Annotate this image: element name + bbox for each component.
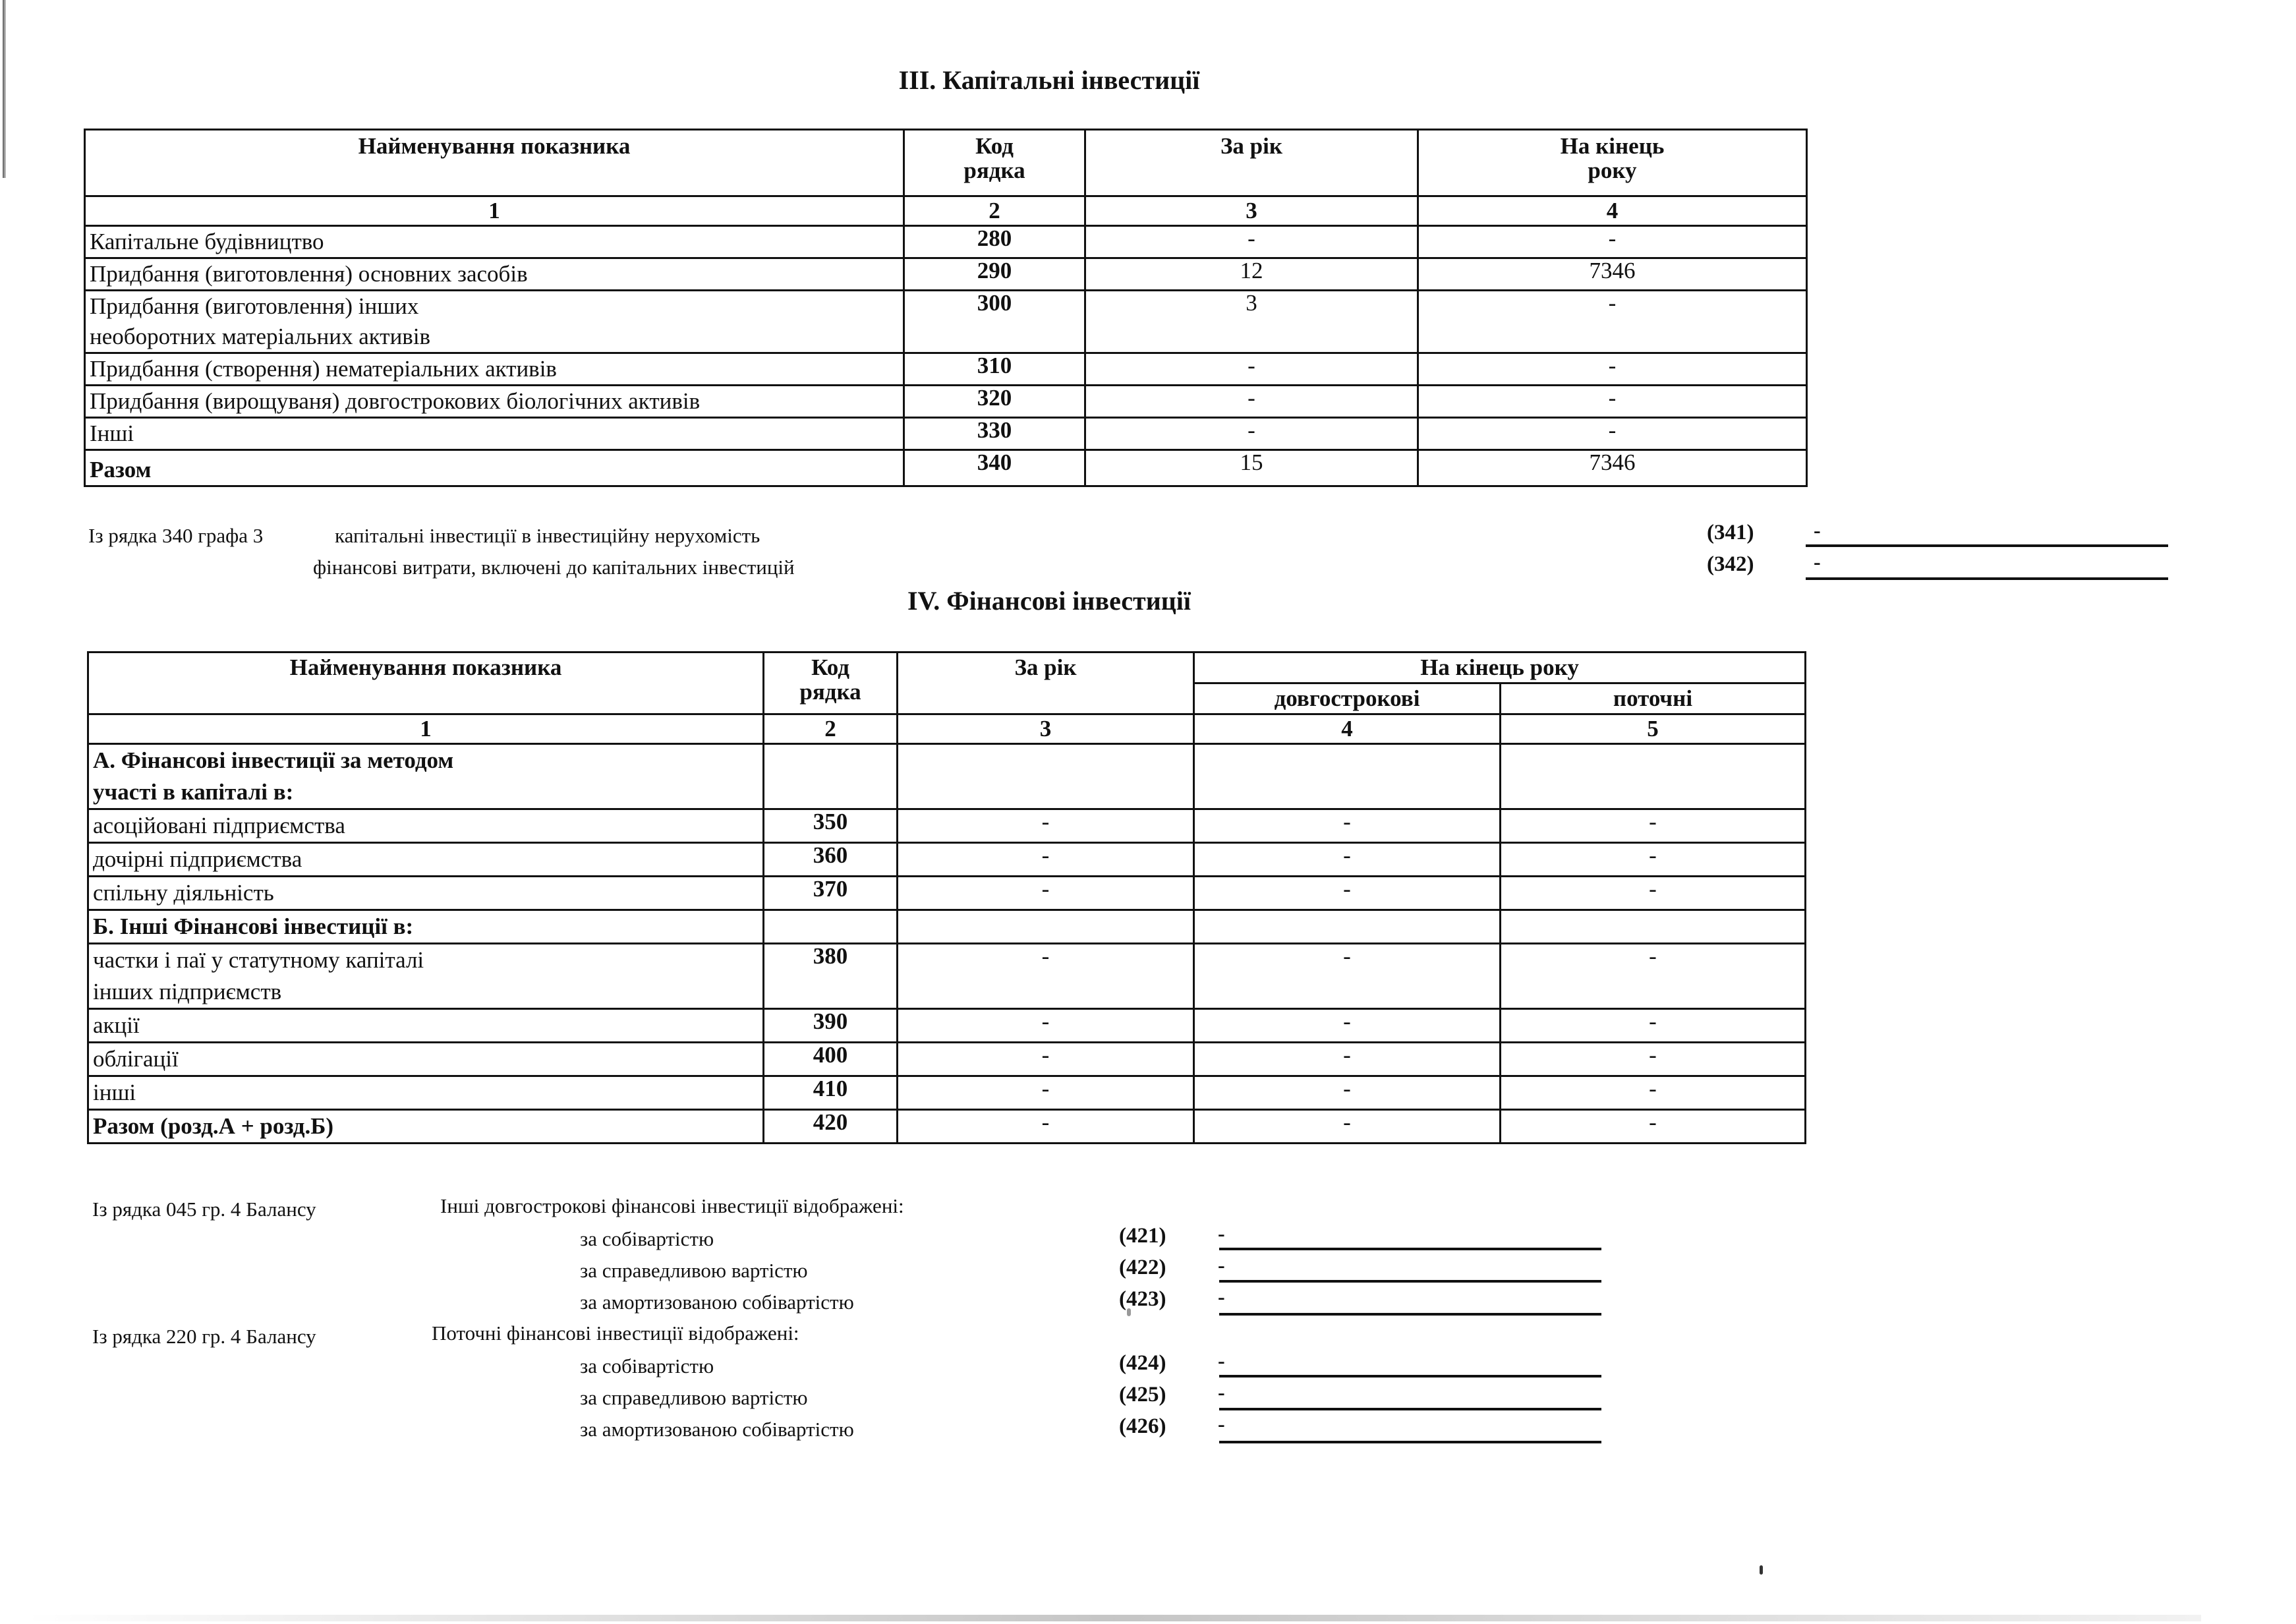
note-code: (425) (1119, 1383, 1166, 1406)
note-heading: Поточні фінансові інвестиції відображені: (432, 1321, 799, 1345)
row-code: 420 (764, 1110, 898, 1144)
table-header-row (85, 130, 1807, 196)
note-code: (426) (1119, 1414, 1166, 1438)
table-row (88, 1043, 1806, 1076)
note-code: (421) (1119, 1224, 1166, 1248)
note-value: - (1814, 550, 1821, 573)
note-value: - (1218, 1412, 1225, 1436)
row-code: 380 (764, 944, 898, 1009)
note-text: за собівартістю (580, 1354, 714, 1378)
note-fill-line (1219, 1375, 1601, 1378)
table-row (85, 258, 1807, 291)
note-fill-line (1219, 1441, 1601, 1443)
note-text: за справедливою вартістю (580, 1386, 808, 1409)
row-code: 300 (904, 291, 1085, 353)
column-number: 4 (1418, 196, 1807, 226)
row-name: Придбання (створення) нематеріальних активів (85, 353, 904, 386)
column-number: 4 (1194, 714, 1501, 744)
note-code: (422) (1119, 1256, 1166, 1279)
row-code: 350 (764, 809, 898, 843)
column-number: 2 (764, 714, 898, 744)
scan-bottom-smudge (26, 1615, 2201, 1621)
note-value: - (1218, 1348, 1225, 1372)
row-end-value: - (1418, 226, 1807, 258)
financial-investments-table (87, 651, 1806, 1144)
row-code: 390 (764, 1009, 898, 1043)
row-code (764, 910, 898, 944)
table-group-row (88, 744, 1806, 809)
note-fill-line (1806, 577, 2168, 580)
note-fill-line (1219, 1313, 1601, 1316)
row-year-value: - (1085, 353, 1418, 386)
row-code: 340 (904, 450, 1085, 486)
table-header-row (88, 652, 1806, 683)
table-row (85, 418, 1807, 450)
note-text: за амортизованою собівартістю (580, 1418, 854, 1441)
note-value: - (1814, 518, 1821, 542)
section-4-title: IV. Фінансові інвестиції (907, 586, 1191, 616)
row-long-term-value (1194, 910, 1501, 944)
row-name: частки і паї у статутному капіталі інших підприємств (88, 944, 764, 1009)
table-row (85, 226, 1807, 258)
row-year-value: - (898, 1076, 1194, 1110)
row-name: Капітальне будівництво (85, 226, 904, 258)
row-name: Придбання (виготовлення) інших необоротних матеріальних активів (85, 291, 904, 353)
note-text: за справедливою вартістю (580, 1259, 808, 1282)
row-name: Разом (85, 450, 904, 486)
column-number-row (88, 714, 1806, 744)
row-current-value: - (1501, 1043, 1806, 1076)
column-number-row (85, 196, 1807, 226)
row-end-value: - (1418, 418, 1807, 450)
note-text: за собівартістю (580, 1227, 714, 1250)
row-current-value: - (1501, 877, 1806, 910)
row-year-value: 12 (1085, 258, 1418, 291)
row-code: 310 (904, 353, 1085, 386)
row-year-value: - (898, 843, 1194, 877)
header-row-code: Код рядка (764, 652, 898, 714)
row-year-value: 15 (1085, 450, 1418, 486)
column-number: 2 (904, 196, 1085, 226)
note-fill-line (1219, 1408, 1601, 1410)
note-value: - (1218, 1380, 1225, 1404)
table-row (85, 353, 1807, 386)
row-group-name: А. Фінансові інвестиції за методом участі в капіталі в: (88, 744, 764, 809)
row-name: Інші (85, 418, 904, 450)
row-year-value (898, 744, 1194, 809)
note-fill-line (1219, 1280, 1601, 1283)
row-name: Разом (розд.А + розд.Б) (88, 1110, 764, 1144)
row-year-value: - (898, 877, 1194, 910)
table-row (85, 386, 1807, 418)
note-value: - (1218, 1253, 1225, 1277)
row-name: спільну діяльність (88, 877, 764, 910)
note-code: (423) (1119, 1287, 1166, 1311)
row-code: 290 (904, 258, 1085, 291)
row-current-value (1501, 910, 1806, 944)
row-name: облігації (88, 1043, 764, 1076)
note-code: (341) (1707, 521, 1754, 544)
row-long-term-value: - (1194, 809, 1501, 843)
row-long-term-value: - (1194, 843, 1501, 877)
table-row (88, 1076, 1806, 1110)
row-end-value: - (1418, 353, 1807, 386)
note-prefix: Із рядка 045 гр. 4 Балансу (92, 1198, 316, 1221)
row-name: Придбання (виготовлення) основних засобів (85, 258, 904, 291)
section-3-title: III. Капітальні інвестиції (898, 65, 1200, 95)
capital-investments-table (84, 129, 1808, 487)
row-year-value: - (1085, 226, 1418, 258)
note-code: (342) (1707, 552, 1754, 576)
row-code: 410 (764, 1076, 898, 1110)
note-heading: Інші довгострокові фінансові інвестиції відображені: (440, 1194, 904, 1217)
row-name: інші (88, 1076, 764, 1110)
row-year-value: - (898, 1009, 1194, 1043)
row-year-value: - (898, 809, 1194, 843)
table-total-row (85, 450, 1807, 486)
header-end-of-year-group: На кінець року (1194, 652, 1806, 683)
header-for-year: За рік (1085, 130, 1418, 196)
row-name: дочірні підприємства (88, 843, 764, 877)
table-row (88, 877, 1806, 910)
row-code: 370 (764, 877, 898, 910)
row-name: Придбання (вирощуваня) довгострокових біологічних активів (85, 386, 904, 418)
row-year-value: - (898, 944, 1194, 1009)
row-long-term-value (1194, 744, 1501, 809)
row-code: 400 (764, 1043, 898, 1076)
note-value: - (1218, 1221, 1225, 1245)
column-number: 1 (88, 714, 764, 744)
row-code: 360 (764, 843, 898, 877)
row-long-term-value: - (1194, 1009, 1501, 1043)
row-current-value: - (1501, 843, 1806, 877)
row-code: 330 (904, 418, 1085, 450)
note-prefix: Із рядка 220 гр. 4 Балансу (92, 1325, 316, 1348)
row-long-term-value: - (1194, 1076, 1501, 1110)
row-code: 280 (904, 226, 1085, 258)
note-fill-line (1219, 1248, 1601, 1250)
header-row-code: Код рядка (904, 130, 1085, 196)
row-year-value: - (898, 1110, 1194, 1144)
header-indicator-name: Найменування показника (85, 130, 904, 196)
column-number: 3 (1085, 196, 1418, 226)
header-end-of-year: На кінець року (1418, 130, 1807, 196)
row-year-value: - (898, 1043, 1194, 1076)
note-value: - (1218, 1285, 1225, 1308)
note-text: за амортизованою собівартістю (580, 1290, 854, 1314)
header-indicator-name: Найменування показника (88, 652, 764, 714)
row-year-value: - (1085, 418, 1418, 450)
column-number: 1 (85, 196, 904, 226)
row-current-value: - (1501, 1009, 1806, 1043)
row-year-value (898, 910, 1194, 944)
table-row (88, 809, 1806, 843)
note-prefix: Із рядка 340 графа 3 (88, 524, 264, 547)
row-long-term-value: - (1194, 944, 1501, 1009)
row-current-value: - (1501, 1076, 1806, 1110)
table-row (88, 1009, 1806, 1043)
table-row (88, 843, 1806, 877)
header-current: поточні (1501, 683, 1806, 714)
note-text: фінансові витрати, включені до капітальних інвестицій (313, 556, 795, 579)
row-current-value: - (1501, 1110, 1806, 1144)
table-total-row (88, 1110, 1806, 1144)
row-end-value: - (1418, 291, 1807, 353)
row-long-term-value: - (1194, 877, 1501, 910)
row-end-value: - (1418, 386, 1807, 418)
row-code (764, 744, 898, 809)
table-row (85, 291, 1807, 353)
row-end-value: 7346 (1418, 258, 1807, 291)
row-code: 320 (904, 386, 1085, 418)
table-row (88, 944, 1806, 1009)
scan-speck (1760, 1565, 1763, 1575)
row-end-value: 7346 (1418, 450, 1807, 486)
row-name: акції (88, 1009, 764, 1043)
column-number: 5 (1501, 714, 1806, 744)
note-fill-line (1806, 544, 2168, 547)
row-year-value: 3 (1085, 291, 1418, 353)
row-name: асоційовані підприємства (88, 809, 764, 843)
row-current-value: - (1501, 809, 1806, 843)
column-number: 3 (898, 714, 1194, 744)
table-group-row (88, 910, 1806, 944)
row-long-term-value: - (1194, 1110, 1501, 1144)
row-current-value (1501, 744, 1806, 809)
row-long-term-value: - (1194, 1043, 1501, 1076)
note-text: капітальні інвестиції в інвестиційну нерухомість (335, 524, 761, 547)
row-group-name: Б. Інші Фінансові інвестиції в: (88, 910, 764, 944)
row-current-value: - (1501, 944, 1806, 1009)
row-year-value: - (1085, 386, 1418, 418)
header-long-term: довгострокові (1194, 683, 1501, 714)
note-code: (424) (1119, 1351, 1166, 1375)
header-for-year: За рік (898, 652, 1194, 714)
